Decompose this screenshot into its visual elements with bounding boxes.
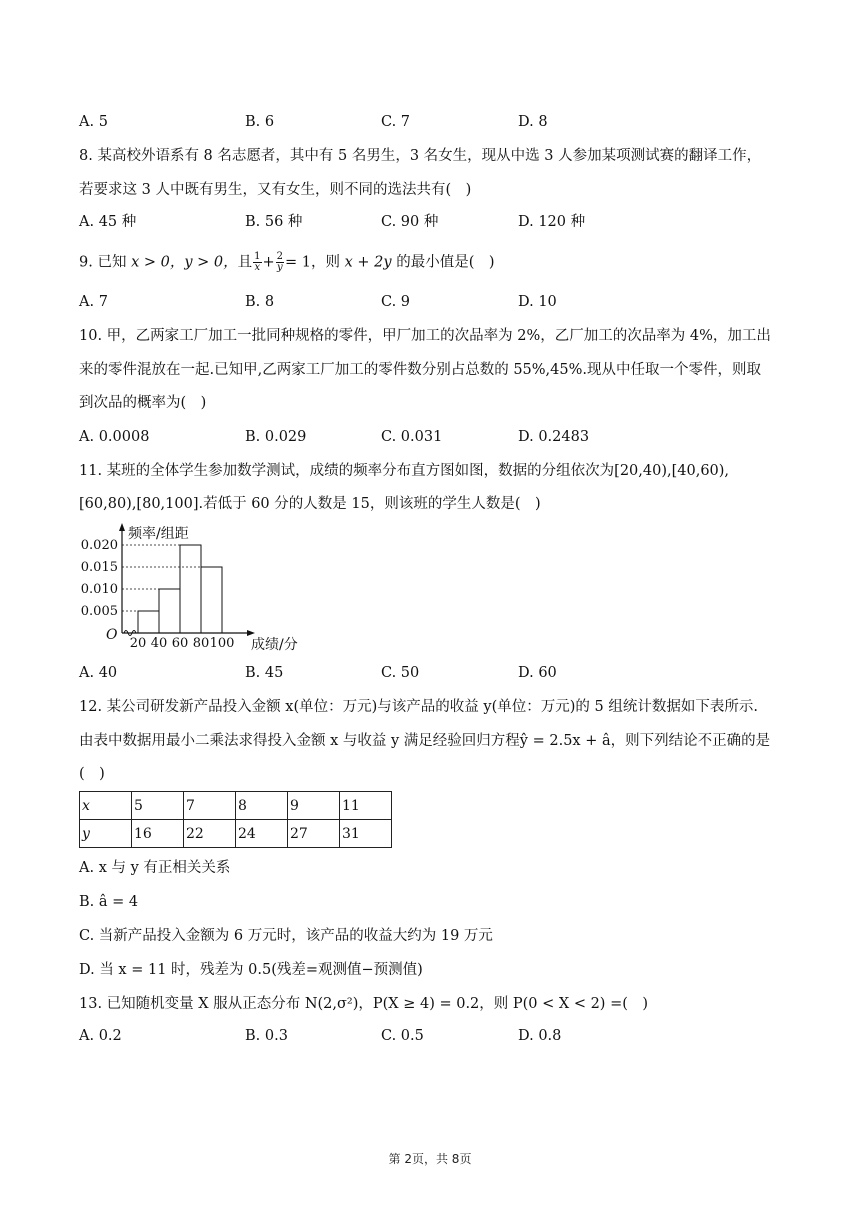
q9-cond1: x > 0， (131, 254, 185, 271)
q9-cond2: y > 0， (184, 254, 238, 271)
q12-text-line3: ( ) (79, 766, 105, 782)
histogram-bar (138, 611, 159, 633)
x-tick-label: 80 (192, 636, 210, 651)
q12-option-b: B. â = 4 (79, 894, 139, 910)
q9-and: 且 (237, 254, 253, 271)
q12-text-line1: 12. 某公司研发新产品投入金额 x(单位：万元)与该产品的收益 y(单位：万元)的 5 组统计数据如下表所示. (79, 699, 758, 715)
q11-options (79, 663, 779, 683)
histogram-chart (75, 520, 305, 658)
q8-option-a: A. 45 种 (79, 214, 137, 230)
q9-option-b: B. 8 (245, 294, 275, 310)
q8-text-line2: 若要求这 3 人中既有男生，又有女生，则不同的选法共有( ) (79, 182, 472, 198)
q13-option-c: C. 0.5 (381, 1028, 424, 1044)
q10-option-a: A. 0.0008 (79, 429, 150, 445)
q10-options (79, 427, 779, 447)
q8-option-c: C. 90 种 (381, 214, 439, 230)
table-header-y: y (80, 820, 132, 848)
q8-text-line1: 8. 某高校外语系有 8 名志愿者，其中有 5 名男生，3 名女生，现从中选 3 人参加某项测试赛的翻译工作， (79, 148, 762, 164)
q11-option-d: D. 60 (518, 665, 557, 681)
table-cell: 7 (184, 792, 236, 820)
q13-option-a: A. 0.2 (79, 1028, 122, 1044)
q10-option-d: D. 0.2483 (518, 429, 590, 445)
q9-suffix: 的最小值是( ) (391, 254, 495, 271)
q7-option-c: C. 7 (381, 114, 411, 130)
q11-text-line1: 11. 某班的全体学生参加数学测试，成绩的频率分布直方图如图，数据的分组依次为[20,40),[40,60), (79, 463, 730, 479)
q11-option-a: A. 40 (79, 665, 118, 681)
table-cell: 5 (132, 792, 184, 820)
q9-prefix: 9. 已知 (79, 254, 132, 271)
table-cell: 9 (288, 792, 340, 820)
q10-text-line2: 来的零件混放在一起.已知甲,乙两家工厂加工的零件数分别占总数的 55%,45%.现从中任取一个零件，则取 (79, 362, 761, 378)
y-tick-label: 0.015 (80, 560, 118, 575)
x-tick-label: 100 (209, 636, 235, 651)
x-tick-label: 40 (150, 636, 168, 651)
x-tick-label: 20 (129, 636, 147, 651)
q9-eq: = 1，则 (285, 254, 345, 271)
q9-plus: + (262, 254, 275, 271)
table-header-x: x (80, 792, 132, 820)
q13-option-d: D. 0.8 (518, 1028, 562, 1044)
y-axis-arrow (119, 523, 125, 531)
table-cell: 16 (132, 820, 184, 848)
table-row-x (80, 792, 392, 820)
q7-options (79, 112, 779, 132)
q12-option-a: A. x 与 y 有正相关关系 (79, 860, 231, 876)
q10-option-c: C. 0.031 (381, 429, 443, 445)
table-cell: 11 (340, 792, 392, 820)
table-cell: 31 (340, 820, 392, 848)
q13-options (79, 1026, 779, 1046)
table-cell: 24 (236, 820, 288, 848)
q8-option-b: B. 56 种 (245, 214, 303, 230)
q10-option-b: B. 0.029 (245, 429, 307, 445)
q7-option-d: D. 8 (518, 114, 548, 130)
q9-option-d: D. 10 (518, 294, 557, 310)
y-tick-label: 0.010 (80, 582, 118, 597)
q8-option-d: D. 120 种 (518, 214, 586, 230)
y-tick-label: 0.020 (80, 538, 118, 553)
q7-option-b: B. 6 (245, 114, 275, 130)
origin-label: O (106, 627, 118, 643)
q9-options (79, 292, 779, 312)
q9-text (79, 252, 495, 273)
page-footer: 第 2页，共 8页 (388, 1152, 472, 1166)
q11-option-b: B. 45 (245, 665, 284, 681)
q7-option-a: A. 5 (79, 114, 108, 130)
q9-option-c: C. 9 (381, 294, 411, 310)
q9-fraction-1: $\frac{1}{x}$ (254, 251, 261, 273)
table-row-y (80, 820, 392, 848)
q12-option-d: D. 当 x = 11 时，残差为 0.5(残差=观测值−预测值) (79, 962, 423, 978)
table-cell: 27 (288, 820, 340, 848)
q12-text-line2: 由表中数据用最小二乘法求得投入金额 x 与收益 y 满足经验回归方程ŷ = 2.5x + â，则下列结论不正确的是 (79, 733, 771, 749)
x-axis-label: 成绩/分 (251, 637, 298, 653)
q8-options (79, 212, 779, 232)
q12-data-table (79, 791, 392, 848)
table-cell: 22 (184, 820, 236, 848)
q11-option-c: C. 50 (381, 665, 420, 681)
x-axis-arrow (247, 630, 255, 636)
y-axis-label: 频率/组距 (128, 526, 189, 542)
q13-option-b: B. 0.3 (245, 1028, 288, 1044)
q10-text-line3: 到次品的概率为( ) (79, 395, 207, 411)
y-tick-label: 0.005 (80, 604, 118, 619)
q9-expr: x + 2y (344, 254, 392, 271)
x-tick-label: 60 (171, 636, 189, 651)
histogram-bar (201, 567, 222, 633)
histogram-bar (159, 589, 180, 633)
q13-text: 13. 已知随机变量 X 服从正态分布 N(2,σ²)，P(X ≥ 4) = 0.2，则 P(0 < X < 2) =( ) (79, 996, 649, 1012)
histogram-bar (180, 545, 201, 633)
q9-fraction-2: $\frac{2}{y}$ (276, 251, 284, 273)
q11-text-line2: [60,80),[80,100].若低于 60 分的人数是 15，则该班的学生人数是( ) (79, 496, 541, 512)
table-cell: 8 (236, 792, 288, 820)
q12-option-c: C. 当新产品投入金额为 6 万元时，该产品的收益大约为 19 万元 (79, 928, 493, 944)
q10-text-line1: 10. 甲，乙两家工厂加工一批同种规格的零件，甲厂加工的次品率为 2%，乙厂加工的次品率为 4%，加工出 (79, 328, 771, 344)
q9-option-a: A. 7 (79, 294, 108, 310)
